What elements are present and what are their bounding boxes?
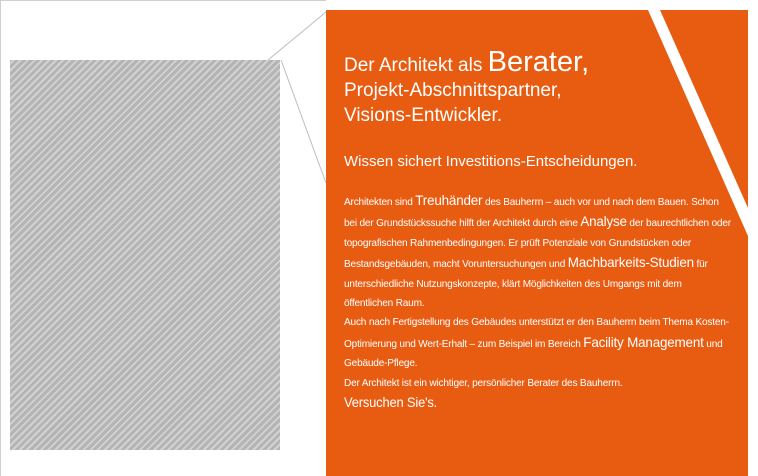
image-placeholder [10, 60, 280, 450]
headline-line2: Projekt-Abschnittspartner, [344, 80, 562, 101]
body-p2-b: und Gebäude-Pflege. [344, 337, 723, 370]
highlight-treuhaender: Treuhänder [415, 192, 483, 208]
highlight-machbarkeits-studien: Machbarkeits-Studien [567, 254, 694, 271]
subheadline: Wissen sichert Investitions-Entscheidungen. [344, 153, 638, 170]
headline-line3: Visions-Entwickler. [344, 105, 503, 126]
body-p1-b: des Bauherrn – auch vor und nach dem Bauen. Schon bei der Grundstückssuche hilft der Architekt durch eine [344, 196, 719, 230]
highlight-facility-management: Facility Management [583, 333, 704, 350]
body-p2-a: Auch nach Fertigstellung des Gebäudes unterstützt er den Bauherrn beim Thema Kosten-Optimierung und Wert-Erhalt – zum Beispiel im Bereich [344, 316, 729, 350]
headline-emphasis: Berater, [487, 46, 590, 78]
headline-line1-prefix: Der Architekt als [344, 55, 488, 76]
headline [344, 46, 734, 128]
body-p1-a: Architekten sind [344, 196, 416, 208]
body-p3: Der Architekt ist ein wichtiger, persönlicher Berater des Bauherrn. [344, 376, 623, 389]
body-text [344, 191, 733, 414]
frame-top-line [0, 0, 326, 1]
highlight-analyse: Analyse [580, 213, 627, 230]
call-to-action: Versuchen Sie's. [344, 395, 438, 411]
text-panel [326, 10, 748, 476]
panel-content [344, 46, 734, 414]
body-p1-d: für unterschiedliche Nutzungskonzepte, klärt Möglichkeiten des Umgangs mit dem öffentlichen Raum. [344, 258, 708, 310]
frame-left-line [0, 0, 1, 476]
body-p1-c: der baurechtlichen oder topografischen Rahmenbedingungen. Er prüft Potenziale von Grundstücken oder Bestandsgebäuden, macht Voruntersuchungen und [344, 217, 731, 271]
